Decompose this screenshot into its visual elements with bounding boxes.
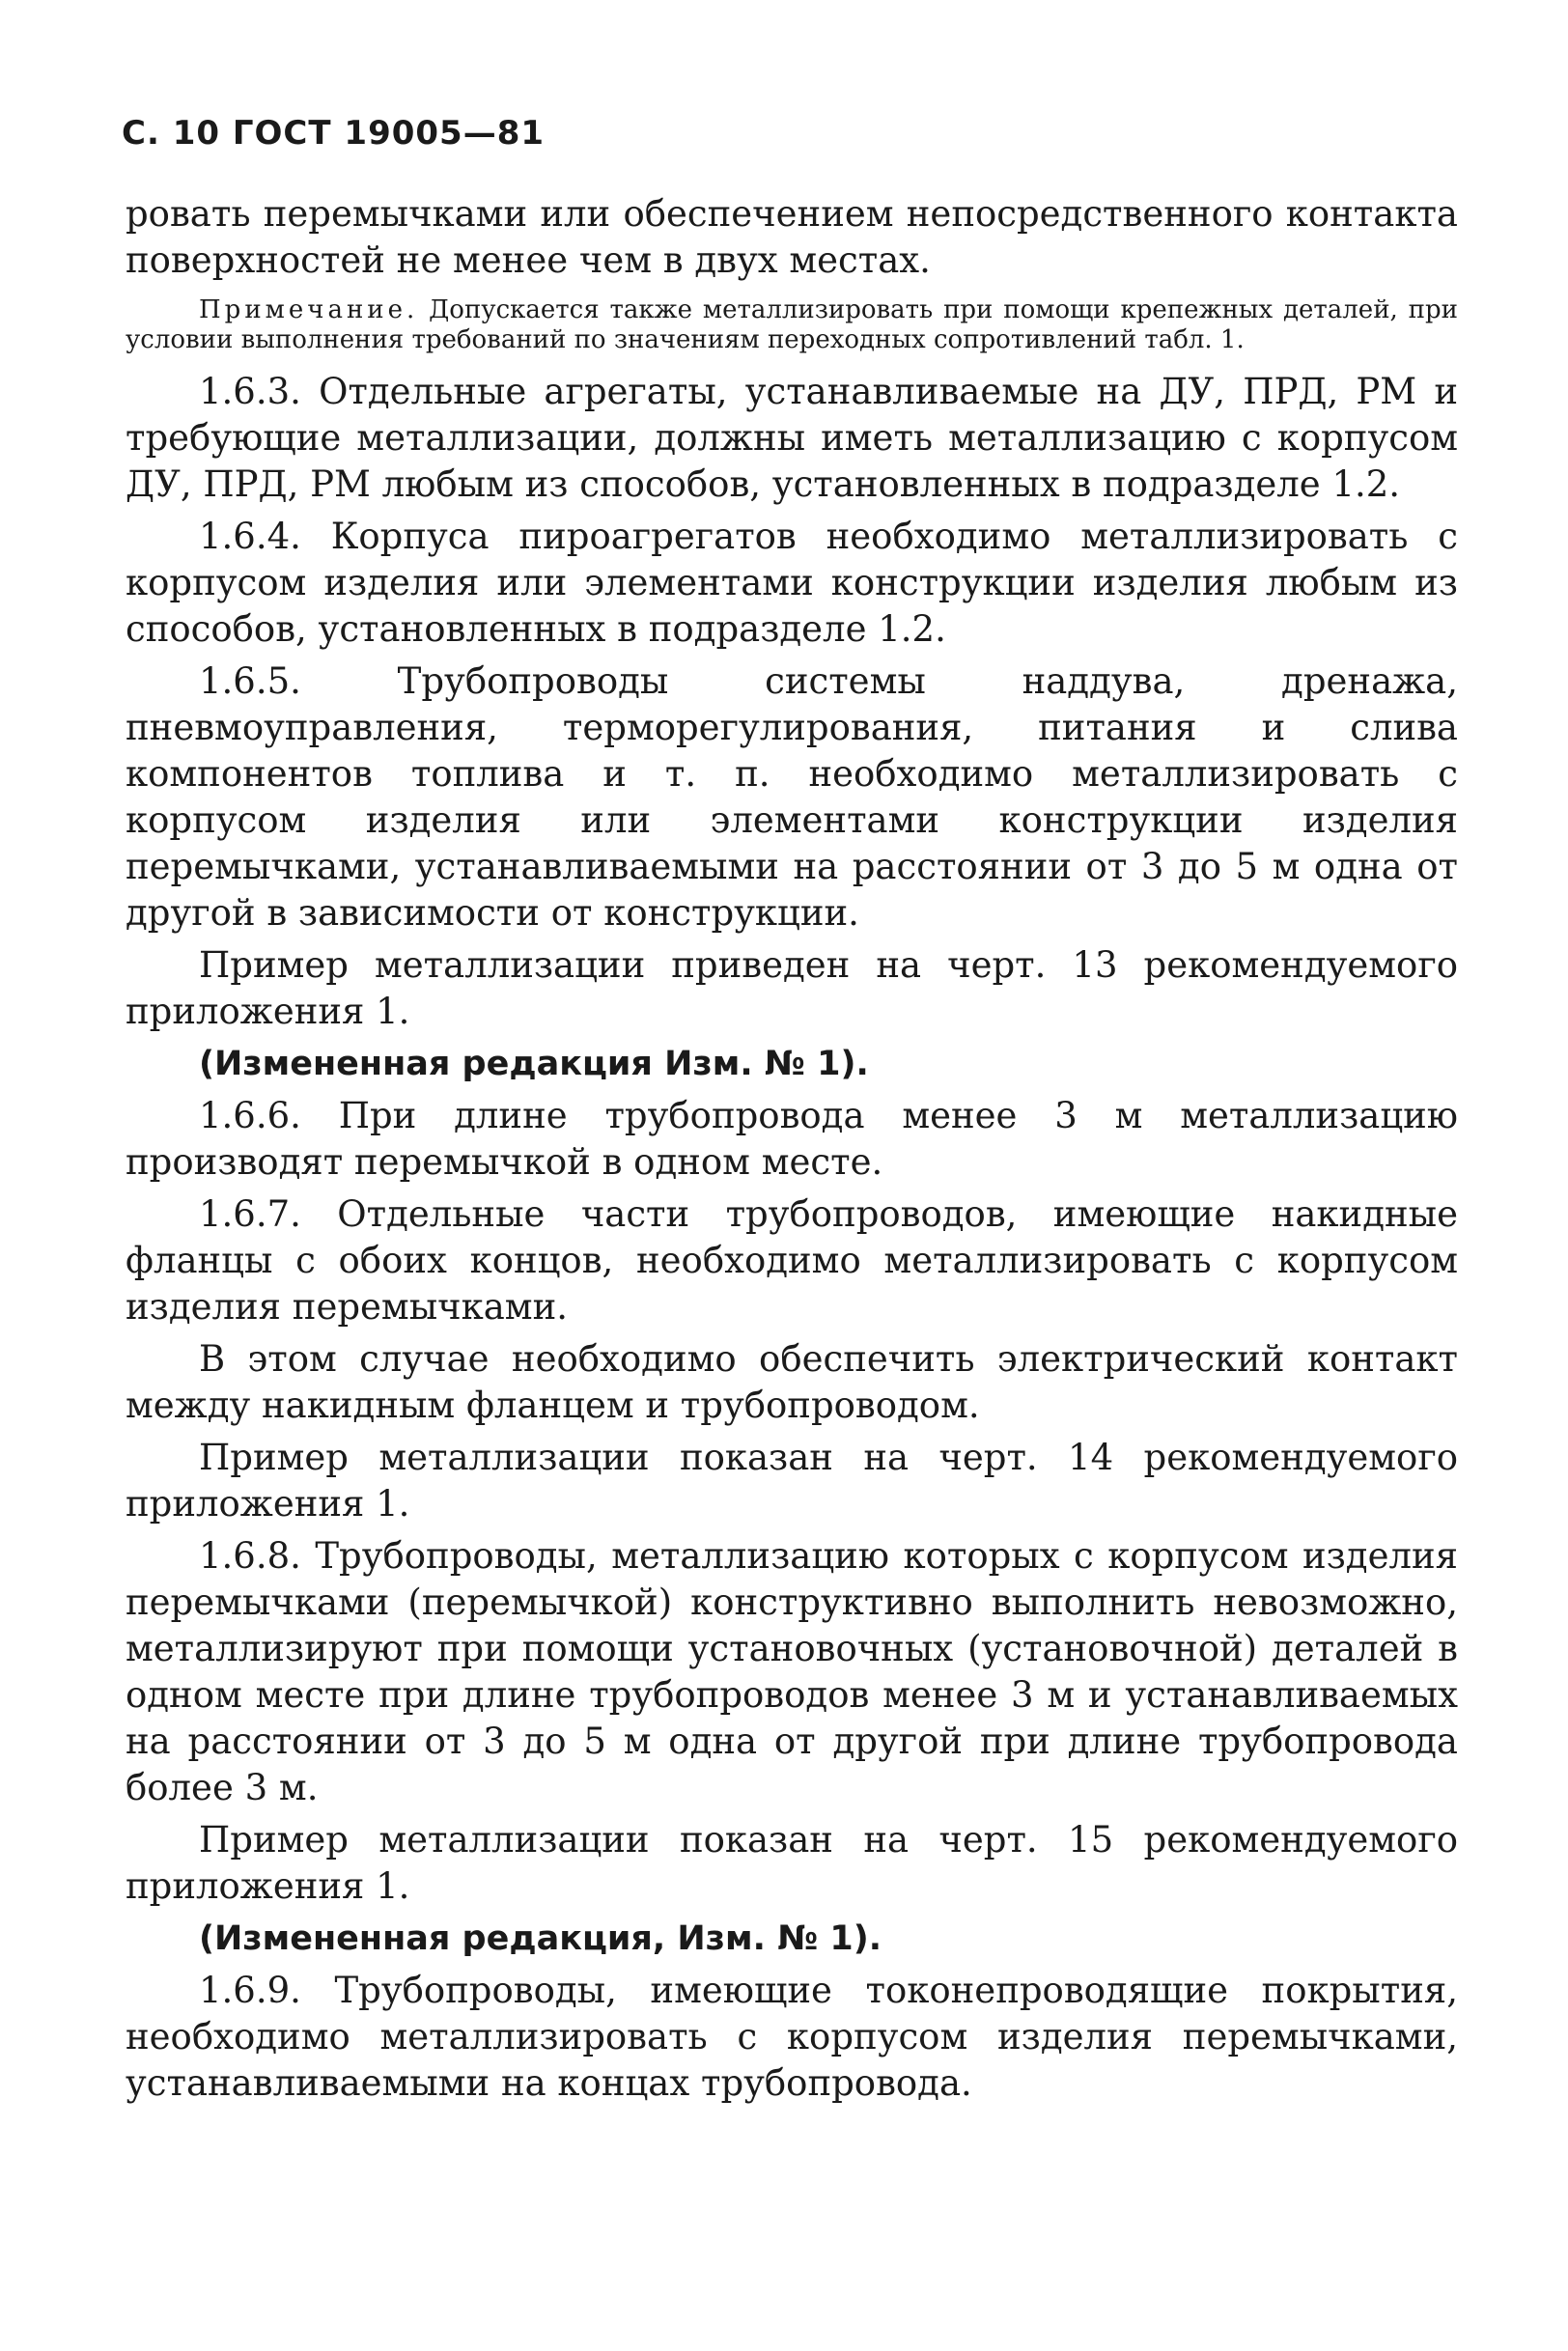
paragraph-1-6-8: 1.6.8. Трубопроводы, металлизацию которых с корпусом изделия перемычками (перемычкой) конструктивно выполнить невозможно, металлизируют при помощи установочных (установочной) деталей в одном месте при длине трубопроводов менее 3 м и устанавливаемых на расстоянии от 3 до 5 м одна от другой при длине трубопровода более 3 м. <box>126 1535 1458 1808</box>
amendment-note-2: (Измененная редакция, Изм. № 1). <box>199 1919 882 1958</box>
paragraph-1-6-7-example: Пример металлизации показан на черт. 14 рекомендуемого приложения 1. <box>126 1437 1458 1525</box>
page-header: С. 10 ГОСТ 19005—81 <box>122 114 546 153</box>
paragraph-1-6-5: 1.6.5. Трубопроводы системы наддува, дренажа, пневмоуправления, терморегулирования, питания и слива компонентов топлива и т. п. необходимо металлизировать с корпусом изделия или элементами конструкции изделия перемычками, устанавливаемыми на расстоянии от 3 до 5 м одна от другой в зависимости от конструкции. <box>126 660 1458 934</box>
paragraph-1-6-7: 1.6.7. Отдельные части трубопроводов, имеющие накидные фланцы с обоих концов, необходимо металлизировать с корпусом изделия перемычками. <box>126 1193 1458 1328</box>
paragraph-1-6-3: 1.6.3. Отдельные агрегаты, устанавливаемые на ДУ, ПРД, РМ и требующие металлизации, должны иметь металлизацию с корпусом ДУ, ПРД, РМ любым из способов, установленных в подразделе 1.2. <box>126 371 1458 505</box>
paragraph-1-6-6: 1.6.6. При длине трубопровода менее 3 м металлизацию производят перемычкой в одном месте. <box>126 1095 1458 1183</box>
amendment-note-1: (Измененная редакция Изм. № 1). <box>199 1045 869 1083</box>
paragraph-1-6-7-b: В этом случае необходимо обеспечить электрический контакт между накидным фланцем и трубопроводом. <box>126 1338 1458 1426</box>
paragraph-1-6-8-example: Пример металлизации показан на черт. 15 рекомендуемого приложения 1. <box>126 1819 1458 1907</box>
note-label: Примечание. <box>199 295 419 324</box>
paragraph-1-6-4: 1.6.4. Корпуса пироагрегатов необходимо металлизировать с корпусом изделия или элементами конструкции изделия любым из способов, установленных в подразделе 1.2. <box>126 516 1458 650</box>
note-paragraph <box>126 295 1458 355</box>
paragraph-1-6-9: 1.6.9. Трубопроводы, имеющие токонепроводящие покрытия, необходимо металлизировать с корпусом изделия перемычками, устанавливаемыми на концах трубопровода. <box>126 1970 1458 2104</box>
note-text: Допускается также металлизировать при помощи крепежных деталей, при условии выполнения требований по значениям переходных сопротивлений табл. 1. <box>126 295 1458 354</box>
paragraph-continuation: ровать перемычками или обеспечением непосредственного контакта поверхностей не менее чем в двух местах. <box>126 193 1458 281</box>
document-body <box>126 191 1458 2113</box>
paragraph-1-6-5-example: Пример металлизации приведен на черт. 13 рекомендуемого приложения 1. <box>126 944 1458 1032</box>
